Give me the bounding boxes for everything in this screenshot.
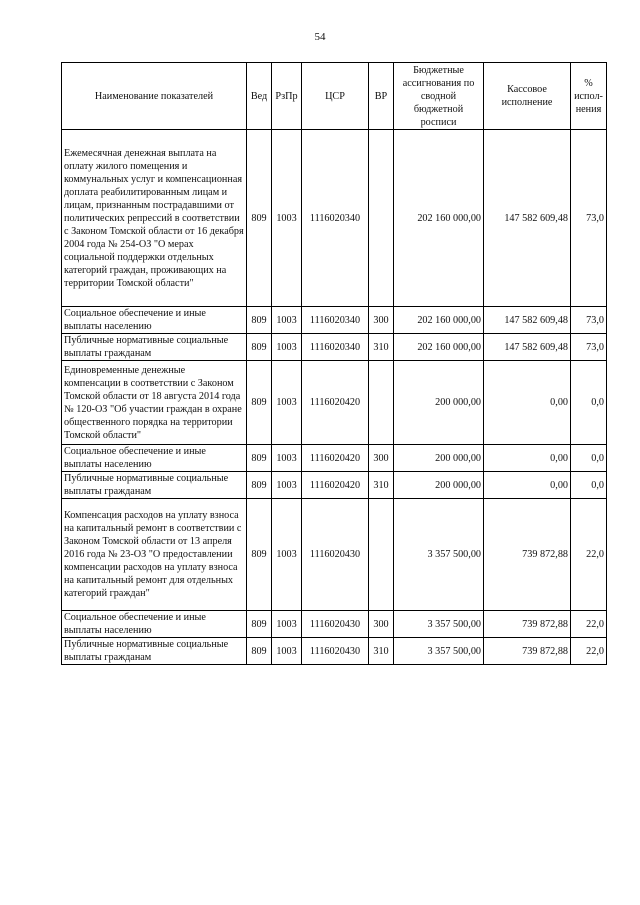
row-ved: 809 bbox=[247, 130, 272, 307]
row-cash-execution: 147 582 609,48 bbox=[484, 307, 571, 334]
row-assignments: 3 357 500,00 bbox=[394, 499, 484, 611]
row-rzpr: 1003 bbox=[272, 472, 302, 499]
row-name: Социальное обеспечение и иные выплаты населению bbox=[62, 445, 247, 472]
row-vr: 310 bbox=[369, 334, 394, 361]
row-csr: 1116020420 bbox=[302, 472, 369, 499]
row-cash-execution: 147 582 609,48 bbox=[484, 334, 571, 361]
header-ved: Вед bbox=[247, 63, 272, 130]
row-rzpr: 1003 bbox=[272, 361, 302, 445]
table-row bbox=[62, 334, 607, 361]
table-row bbox=[62, 130, 607, 307]
row-assignments: 3 357 500,00 bbox=[394, 638, 484, 665]
header-rzpr: РзПр bbox=[272, 63, 302, 130]
row-percent: 73,0 bbox=[571, 130, 607, 307]
header-csr: ЦСР bbox=[302, 63, 369, 130]
row-ved: 809 bbox=[247, 445, 272, 472]
row-name: Публичные нормативные социальные выплаты гражданам bbox=[62, 334, 247, 361]
row-name: Социальное обеспечение и иные выплаты населению bbox=[62, 611, 247, 638]
row-vr: 300 bbox=[369, 445, 394, 472]
row-csr: 1116020430 bbox=[302, 499, 369, 611]
row-vr bbox=[369, 361, 394, 445]
table-row bbox=[62, 445, 607, 472]
row-cash-execution: 147 582 609,48 bbox=[484, 130, 571, 307]
row-vr bbox=[369, 499, 394, 611]
row-rzpr: 1003 bbox=[272, 130, 302, 307]
row-cash-execution: 739 872,88 bbox=[484, 499, 571, 611]
row-cash-execution: 739 872,88 bbox=[484, 611, 571, 638]
row-vr bbox=[369, 130, 394, 307]
row-csr: 1116020430 bbox=[302, 611, 369, 638]
table-row bbox=[62, 499, 607, 611]
row-cash-execution: 0,00 bbox=[484, 472, 571, 499]
table-header-row bbox=[62, 63, 607, 130]
row-cash-execution: 0,00 bbox=[484, 361, 571, 445]
row-ved: 809 bbox=[247, 499, 272, 611]
row-percent: 22,0 bbox=[571, 499, 607, 611]
row-rzpr: 1003 bbox=[272, 334, 302, 361]
row-assignments: 200 000,00 bbox=[394, 472, 484, 499]
row-percent: 22,0 bbox=[571, 638, 607, 665]
row-name: Социальное обеспечение и иные выплаты населению bbox=[62, 307, 247, 334]
header-vr: ВР bbox=[369, 63, 394, 130]
row-cash-execution: 739 872,88 bbox=[484, 638, 571, 665]
row-rzpr: 1003 bbox=[272, 638, 302, 665]
row-percent: 0,0 bbox=[571, 445, 607, 472]
row-vr: 300 bbox=[369, 307, 394, 334]
row-vr: 300 bbox=[369, 611, 394, 638]
row-rzpr: 1003 bbox=[272, 307, 302, 334]
row-assignments: 202 160 000,00 bbox=[394, 334, 484, 361]
row-ved: 809 bbox=[247, 611, 272, 638]
table-row bbox=[62, 611, 607, 638]
row-ved: 809 bbox=[247, 638, 272, 665]
row-csr: 1116020340 bbox=[302, 334, 369, 361]
header-cash-execution: Кассовое исполнение bbox=[484, 63, 571, 130]
table-row bbox=[62, 472, 607, 499]
header-percent-execution: % испол-нения bbox=[571, 63, 607, 130]
row-name: Публичные нормативные социальные выплаты гражданам bbox=[62, 638, 247, 665]
row-percent: 22,0 bbox=[571, 611, 607, 638]
row-rzpr: 1003 bbox=[272, 499, 302, 611]
row-vr: 310 bbox=[369, 472, 394, 499]
row-name: Компенсация расходов на уплату взноса на капитальный ремонт в соответствии с Законом Томской области от 13 апреля 2016 года № 23-ОЗ "О предоставлении компенсации расходов на уплату взноса на капитальный ремонт для отдельных категорий граждан" bbox=[62, 499, 247, 611]
row-percent: 73,0 bbox=[571, 334, 607, 361]
row-vr: 310 bbox=[369, 638, 394, 665]
row-csr: 1116020430 bbox=[302, 638, 369, 665]
table-row bbox=[62, 361, 607, 445]
row-assignments: 202 160 000,00 bbox=[394, 130, 484, 307]
row-name: Единовременные денежные компенсации в соответствии с Законом Томской области от 18 августа 2014 года № 120-ОЗ "Об участии граждан в охране общественного порядка на территории Томской области" bbox=[62, 361, 247, 445]
budget-table bbox=[61, 62, 607, 665]
row-ved: 809 bbox=[247, 361, 272, 445]
row-name: Публичные нормативные социальные выплаты гражданам bbox=[62, 472, 247, 499]
row-assignments: 200 000,00 bbox=[394, 445, 484, 472]
page-number: 54 bbox=[314, 31, 326, 43]
header-assignments: Бюджетные ассигнования по сводной бюджетной росписи bbox=[394, 63, 484, 130]
row-ved: 809 bbox=[247, 472, 272, 499]
header-name: Наименование показателей bbox=[62, 63, 247, 130]
row-csr: 1116020340 bbox=[302, 307, 369, 334]
row-ved: 809 bbox=[247, 307, 272, 334]
row-csr: 1116020340 bbox=[302, 130, 369, 307]
table-row bbox=[62, 307, 607, 334]
row-percent: 0,0 bbox=[571, 361, 607, 445]
row-assignments: 200 000,00 bbox=[394, 361, 484, 445]
row-name: Ежемесячная денежная выплата на оплату жилого помещения и коммунальных услуг и компенсационная доплата реабилитированным лицам и лицам, признанным пострадавшими от политических репрессий в соответствии с Законом Томской области от 16 декабря 2004 года № 254-ОЗ "О мерах социальной поддержки отдельных категорий граждан, проживающих на территории Томской области" bbox=[62, 130, 247, 307]
row-ved: 809 bbox=[247, 334, 272, 361]
row-csr: 1116020420 bbox=[302, 445, 369, 472]
row-percent: 73,0 bbox=[571, 307, 607, 334]
table-row bbox=[62, 638, 607, 665]
row-assignments: 3 357 500,00 bbox=[394, 611, 484, 638]
row-rzpr: 1003 bbox=[272, 611, 302, 638]
row-rzpr: 1003 bbox=[272, 445, 302, 472]
row-cash-execution: 0,00 bbox=[484, 445, 571, 472]
row-assignments: 202 160 000,00 bbox=[394, 307, 484, 334]
row-csr: 1116020420 bbox=[302, 361, 369, 445]
row-percent: 0,0 bbox=[571, 472, 607, 499]
